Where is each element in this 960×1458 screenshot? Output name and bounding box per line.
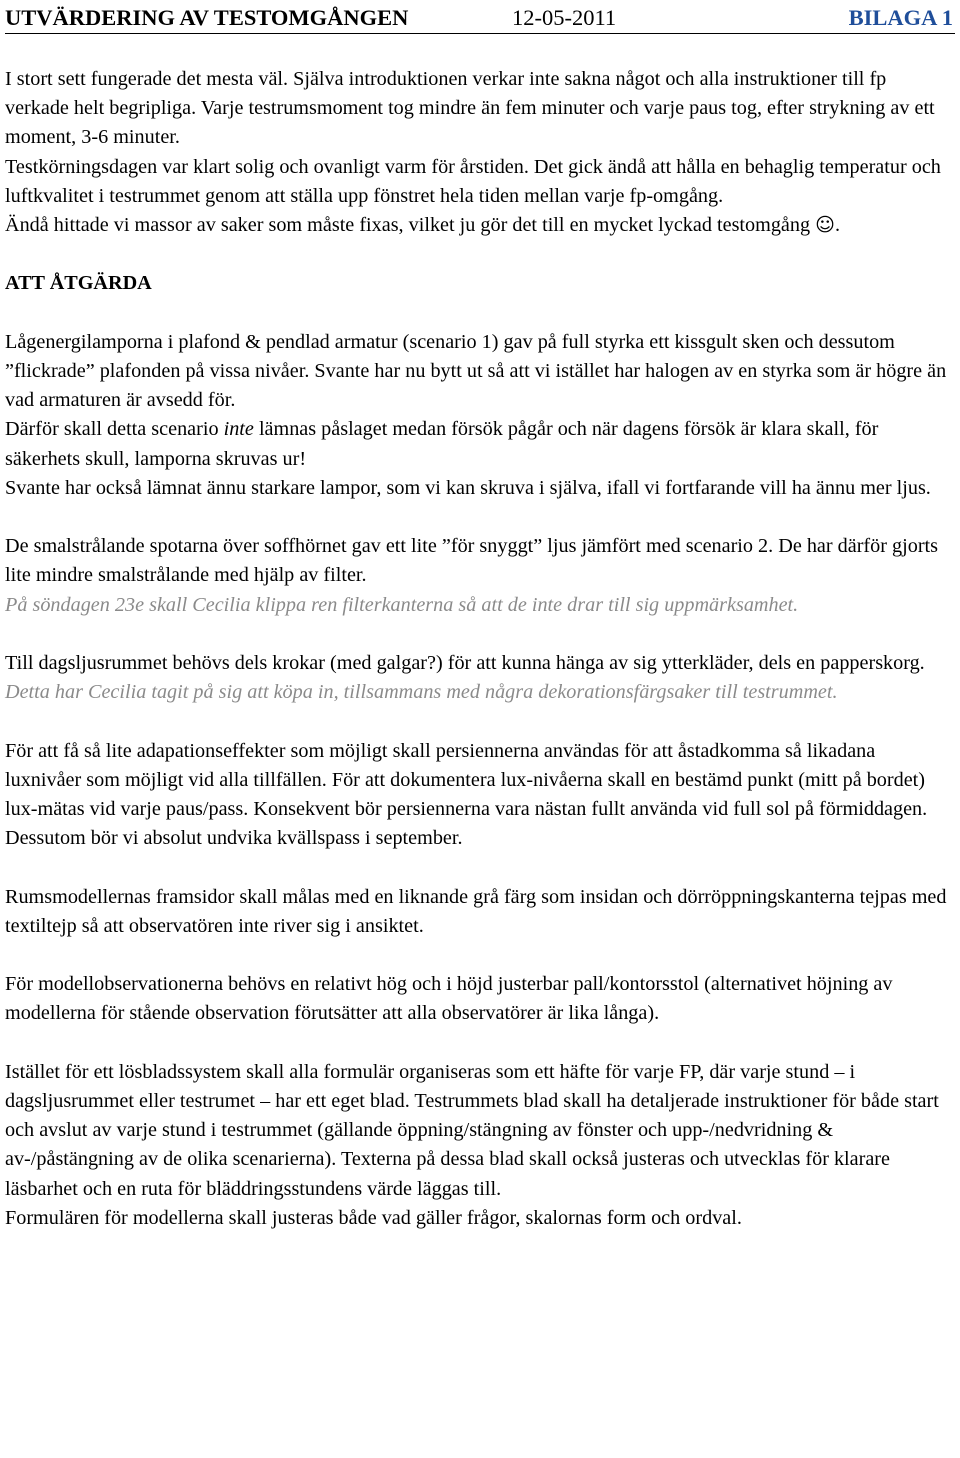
spacer: [5, 941, 955, 970]
spots-note: På söndagen 23e skall Cecilia klippa ren filterkanterna så att de inte drar till sig uppmärksamhet.: [5, 593, 799, 616]
smiley-icon: ☺: [815, 214, 835, 237]
lamps-paragraph-2: [5, 415, 955, 473]
intro-paragraph-3: [5, 211, 955, 240]
header-appendix-label: BILAGA 1: [848, 5, 953, 30]
blinds-paragraph: För att få så lite adapationseffekter som möjligt skall persiennerna användas för att åstadkomma så likadana luxnivåer som möjligt vid alla tillfällen. För att dokumentera lux-nivåerna skall en bestämd punkt (mitt på bordet) lux-mätas vid varje paus/pass. Konsekvent bör persiennerna vara nästan fullt använda vid full sol på förmiddagen. Dessutom bör vi absolut undvika kvällspass i september.: [5, 739, 928, 850]
intro-paragraph-3-text: Ändå hittade vi massor av saker som måste fixas, vilket ju gör det till en mycket lyckad testomgång: [5, 214, 811, 237]
daylight-text: Till dagsljusrummet behövs dels krokar (med galgar?) för att kunna hänga av sig ytterkläder, dels en papperskorg.: [5, 652, 925, 674]
lamps-paragraph-2-end: lämnas påslaget medan försök pågår och när dagens försök är klara skall, för säkerhets skull, lamporna skruvas ur!: [5, 418, 879, 470]
intro-paragraph-2: Testkörningsdagen var klart solig och ovanligt varm för årstiden. Det gick ändå att hålla en behaglig temperatur och luftkvalitet i testrummet genom att ställa upp fönstret hela tiden mellan varje fp-omgång.: [5, 155, 941, 207]
lamps-paragraph-3: Svante har också lämnat ännu starkare lampor, som vi kan skruva i själva, ifall vi fortfarande vill ha ännu mer ljus.: [5, 476, 931, 499]
document-body: [5, 65, 955, 1233]
forms-paragraph-1: Istället för ett lösbladssystem skall alla formulär organiseras som ett häfte för varje FP, där varje stund – i dagsljusrummet eller testrumet – har ett eget blad. Testrummets blad skall ha detaljerade instruktioner för både start och avslut av varje stund i testrummet (gällande öppning/stängning av fönster och upp-/nedvridning & av-/påstängning av de olika scenarierna). Texterna på dessa blad skall också justeras och utvecklas för klarare läsbarhet och en ruta för bläddringsstundens värde läggas till.: [5, 1060, 939, 1200]
models-paragraph: Rumsmodellernas framsidor skall målas med en liknande grå färg som insidan och dörröppningskanterna tejpas med textiltejp så att observatören inte river sig i ansiktet.: [5, 885, 947, 937]
header-date: 12-05-2011: [512, 5, 617, 30]
spacer: [5, 240, 955, 269]
intro-paragraph-3-end: .: [834, 214, 840, 237]
spacer: [5, 1029, 955, 1058]
intro-paragraph-1: I stort sett fungerade det mesta väl. Själva introduktionen verkar inte sakna något och alla instruktioner till fp verkade helt begripliga. Varje testrumsmoment tog mindre än fem minuter och varje paus tog, efter strykning av ett moment, 3-6 minuter.: [5, 68, 935, 149]
daylight-paragraph: [5, 649, 955, 707]
spacer: [5, 707, 955, 736]
lamps-paragraph-2-start: Därför skall detta scenario: [5, 418, 224, 441]
spacer: [5, 853, 955, 882]
document-page: [5, 3, 955, 1233]
page-header: [5, 3, 955, 34]
section-heading: ATT ÅTGÄRDA: [5, 272, 152, 295]
daylight-note: Detta har Cecilia tagit på sig att köpa in, tillsammans med några dekorationsfärgsaker till testrummet.: [5, 681, 838, 704]
emphasis-inte: inte: [223, 418, 254, 441]
spacer: [5, 503, 955, 532]
observations-paragraph: För modellobservationerna behövs en relativt hög och i höjd justerbar pall/kontorsstol (alternativet höjning av modellerna för stående observation förutsätter att alla observatörer är lika långa).: [5, 973, 893, 1025]
spacer: [5, 299, 955, 328]
lamps-paragraph-1: Lågenergilamporna i plafond & pendlad armatur (scenario 1) gav på full styrka ett kissgult sken och dessutom ”flickrade” plafonden på vissa nivåer. Svante har nu bytt ut så att vi istället har halogen av en styrka som är högre än vad armaturen är avsedd för.: [5, 330, 947, 412]
forms-paragraph-2: Formulären för modellerna skall justeras både vad gäller frågor, skalornas form och ordval.: [5, 1206, 742, 1229]
header-title: UTVÄRDERING AV TESTOMGÅNGEN: [5, 5, 409, 30]
spacer: [5, 620, 955, 649]
spots-paragraph: De smalstrålande spotarna över soffhörnet gav ett lite ”för snyggt” ljus jämfört med scenario 2. De har därför gjorts lite mindre smalstrålande med hjälp av filter.: [5, 535, 939, 587]
